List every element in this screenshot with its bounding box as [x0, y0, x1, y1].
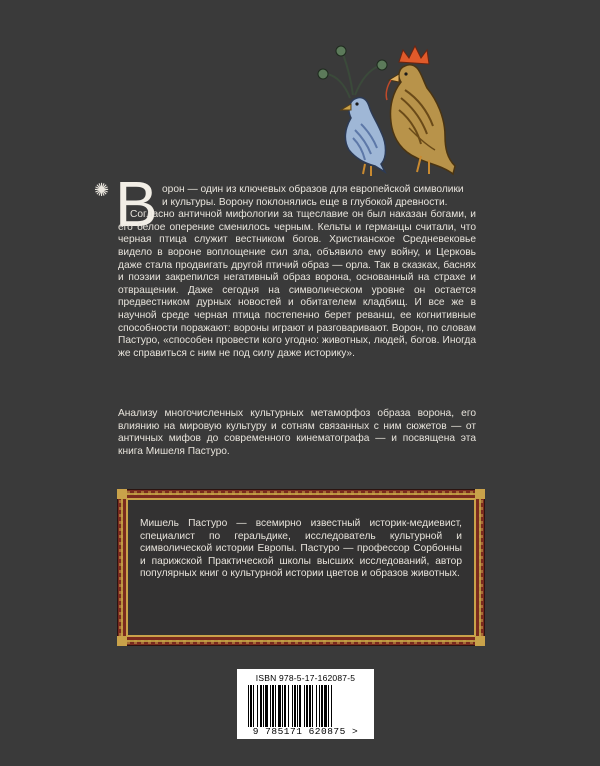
- frame-ornament-bottom: [120, 640, 482, 644]
- frame-corner-icon: [475, 636, 485, 646]
- frame-ornament-left: [119, 492, 123, 643]
- paragraph-1-rest: Согласно античной мифологии за тщеславие он был наказан богами, и его белое оперение сменилось черным. Кельты и германцы считали, что черная птица служит вестником богов. Христианское Средневековье видело в вороне воплощение сил зла, объявило ему войну, и Церковь даже стала продвигать другой птичий образ — орла. Так в сказках, баснях и поэзии закрепился негативный образ ворона, основанный на страхе и отвращении. Даже сегодня на символическом уровне он остается предвестником дурных новостей и обитателем кладбищ. И все же в научной среде черная птица постепенно берет реванш, ее когнитивные способности поражают: вороны играют и разговаривают. Ворон, по словам Пастуро, «способен провести кого угодно: животных, людей, богов. Иногда же справиться с ним не под силу даже историку».: [118, 209, 476, 359]
- book-summary: [118, 408, 476, 458]
- paragraph-1-lead: орон — один из ключевых образов для европейской символики: [162, 184, 464, 195]
- paragraph-1-line2: и культуры. Ворону поклонялись еще в глубокой древности.: [162, 196, 448, 208]
- paragraph-1: [118, 184, 476, 209]
- author-frame: [118, 490, 484, 645]
- isbn-barcode: [237, 669, 374, 739]
- frame-corner-icon: [117, 636, 127, 646]
- frame-ornament-top: [120, 491, 482, 495]
- summary-text: Анализу многочисленных культурных метаморфоз образа ворона, его влиянию на мировую культуру и сотням связанных с ним сюжетов — от античных мифов до современного кинематографа — и посвящена эта книга Мишеля Пастуро.: [118, 408, 476, 457]
- drop-cap: В: [115, 168, 158, 240]
- barcode-bars-icon: [246, 685, 366, 727]
- main-description: [118, 184, 476, 360]
- frame-corner-icon: [475, 489, 485, 499]
- frame-ornament-right: [479, 492, 483, 643]
- author-bio-text: Мишель Пастуро — всемирно известный историк-медиевист, специалист по геральдике, исследователь культурной и символической истории Европы. Пастуро — профессор Сорбонны и парижской Практической школы высших исследований, автор популярных книг о культурной истории цветов и образов животных.: [140, 518, 462, 580]
- frame-corner-icon: [117, 489, 127, 499]
- two-heraldic-birds-icon: [305, 40, 470, 180]
- isbn-label: ISBN 978-5-17-162087-5: [255, 673, 356, 683]
- author-bio: [140, 518, 462, 581]
- sun-ornament-icon: ✺: [94, 180, 110, 201]
- barcode-digits: 9 785171 620875 >: [252, 726, 359, 737]
